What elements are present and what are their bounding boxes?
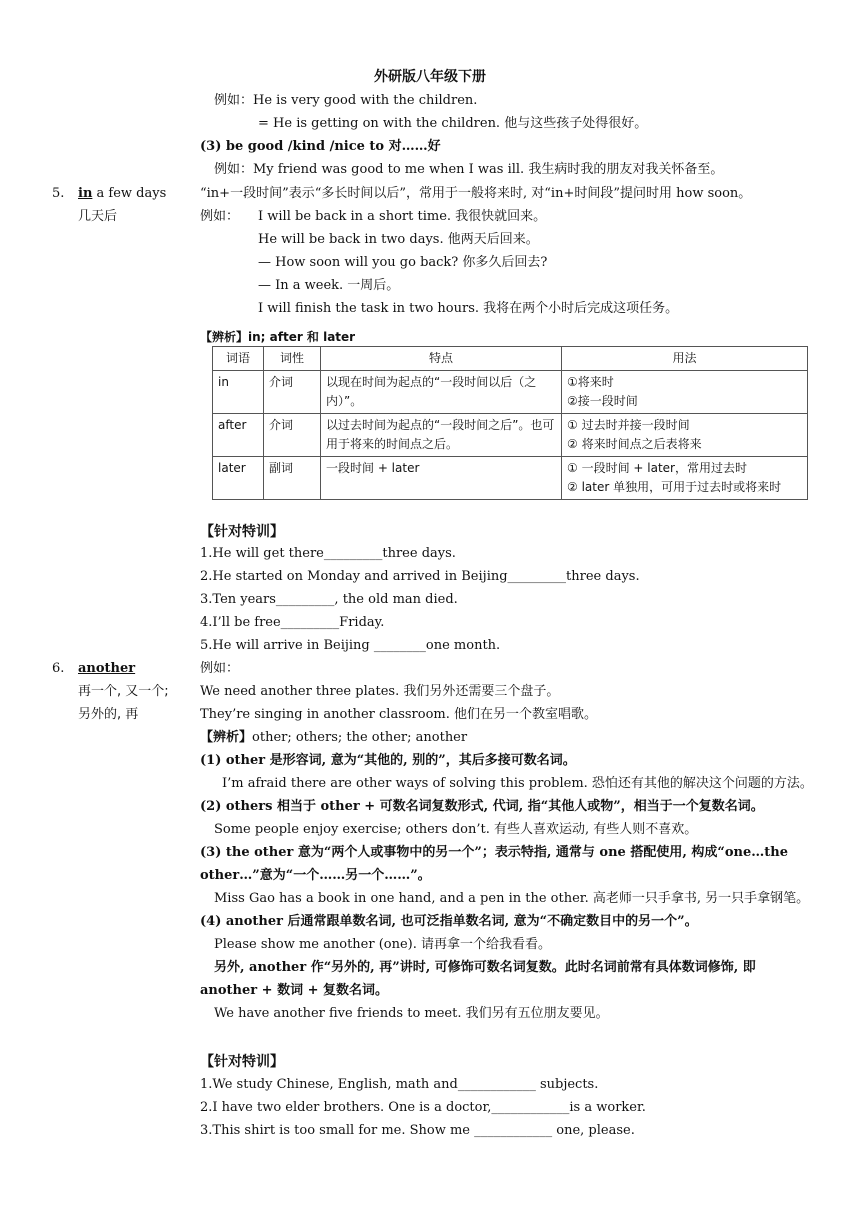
example-label: 例如： <box>200 209 240 224</box>
example-line: 例如：He is very good with the children. <box>214 93 478 108</box>
drill-question: 2.He started on Monday and arrived in Beijing_________three days. <box>200 569 640 584</box>
item-number: 6. <box>52 661 65 676</box>
table-row <box>213 457 808 500</box>
example-line: Some people enjoy exercise; others don’t. 有些人喜欢运动, 有些人则不喜欢。 <box>214 822 698 837</box>
drill-question: 5.He will arrive in Beijing ________one month. <box>200 638 501 653</box>
analysis-point: (4) another 后通常跟单数名词, 也可泛指单数名词, 意为“不确定数目中的另一个”。 <box>200 914 698 929</box>
table-cell: later <box>213 457 264 500</box>
table-cell: 副词 <box>264 457 321 500</box>
analysis-heading <box>200 728 467 748</box>
usage-line: ② later 单独用，可用于过去时或将来时 <box>567 480 782 494</box>
term-keyword: in <box>78 186 93 201</box>
table-cell <box>562 371 808 414</box>
page-title: 外研版八年级下册 <box>374 69 486 85</box>
example-line: We need another three plates. 我们另外还需要三个盘子。 <box>200 684 560 699</box>
drill-question: 1.He will get there_________three days. <box>200 546 456 561</box>
drill-question: 1.We study Chinese, English, math and____________ subjects. <box>200 1077 599 1092</box>
table-cell: after <box>213 414 264 457</box>
table-caption: 【辨析】in; after 和 later <box>200 330 356 344</box>
analysis-point: (2) others 相当于 other + 可数名词复数形式, 代词, 指“其他人或物”，相当于一个复数名词。 <box>200 799 764 814</box>
drill-title: 【针对特训】 <box>200 524 284 540</box>
analysis-point: 另外, another 作“另外的, 再”讲时, 可修饰可数名词复数。此时名词前常有具体数词修饰, 即 <box>214 960 756 975</box>
table-cell <box>562 414 808 457</box>
usage-line: ②接一段时间 <box>567 394 638 408</box>
example-line: Miss Gao has a book in one hand, and a pen in the other. 高老师一只手拿书, 另一只手拿钢笔。 <box>214 891 810 906</box>
drill-question: 3.This shirt is too small for me. Show me ____________ one, please. <box>200 1123 635 1138</box>
vocab-term: another <box>78 661 136 676</box>
analysis-point: (1) other 是形容词, 意为“其他的, 别的”，其后多接可数名词。 <box>200 753 576 768</box>
example-line: 例如：My friend was good to me when I was ill. 我生病时我的朋友对我关怀备至。 <box>214 162 724 177</box>
term-description: “in+一段时间”表示“多长时间以后”，常用于一般将来时, 对“in+时间段”提问时用 how soon。 <box>200 186 752 201</box>
table-cell: 以过去时间为起点的“一段时间之后”。也可用于将来的时间点之后。 <box>321 414 562 457</box>
example-line: He will be back in two days. 他两天后回来。 <box>258 232 539 247</box>
analysis-point: (3) the other 意为“两个人或事物中的另一个”；表示特指, 通常与 one 搭配使用, 构成“one…the <box>200 845 789 860</box>
analysis-point: another + 数词 + 复数名词。 <box>200 983 389 998</box>
usage-line: ① 过去时并接一段时间 <box>567 418 690 432</box>
subheading: (3) be good /kind /nice to 对……好 <box>200 139 441 154</box>
vocab-term <box>78 184 166 204</box>
table-header: 词性 <box>264 347 321 371</box>
table-cell: 介词 <box>264 371 321 414</box>
example-line: I will finish the task in two hours. 我将在两个小时后完成这项任务。 <box>258 301 679 316</box>
term-meaning: 几天后 <box>78 209 118 224</box>
table-cell: 以现在时间为起点的“一段时间以后（之内）”。 <box>321 371 562 414</box>
example-line: — How soon will you go back? 你多久后回去? <box>258 255 548 270</box>
example-line: I’m afraid there are other ways of solving this problem. 恐怕还有其他的解决这个问题的方法。 <box>222 776 813 791</box>
table-row <box>213 414 808 457</box>
analysis-words: other; others; the other; another <box>252 730 468 745</box>
table-cell: 介词 <box>264 414 321 457</box>
table-cell: in <box>213 371 264 414</box>
example-line: I will be back in a short time. 我很快就回来。 <box>258 209 547 224</box>
usage-line: ①将来时 <box>567 375 614 389</box>
term-meaning: 再一个, 又一个; <box>78 684 169 699</box>
example-line: — In a week. 一周后。 <box>258 278 400 293</box>
example-line: Please show me another (one). 请再拿一个给我看看。 <box>214 937 552 952</box>
comparison-table <box>212 346 808 500</box>
analysis-label: 【辨析】 <box>200 730 253 745</box>
table-header-row <box>213 347 808 371</box>
analysis-point: other…”意为“一个……另一个……”。 <box>200 868 431 883</box>
example-line: We have another five friends to meet. 我们另有五位朋友要见。 <box>214 1006 609 1021</box>
table-header: 词语 <box>213 347 264 371</box>
table-row <box>213 371 808 414</box>
drill-question: 2.I have two elder brothers. One is a doctor,____________is a worker. <box>200 1100 646 1115</box>
table-header: 特点 <box>321 347 562 371</box>
usage-line: ① 一段时间 + later，常用过去时 <box>567 461 747 475</box>
example-line: They’re singing in another classroom. 他们在另一个教室唱歌。 <box>200 707 598 722</box>
item-number: 5. <box>52 186 65 201</box>
example-line: = He is getting on with the children. 他与这些孩子处得很好。 <box>258 116 648 131</box>
drill-question: 3.Ten years_________, the old man died. <box>200 592 458 607</box>
table-header: 用法 <box>562 347 808 371</box>
drill-question: 4.I’ll be free_________Friday. <box>200 615 385 630</box>
example-label: 例如： <box>200 661 240 676</box>
table-cell: 一段时间 + later <box>321 457 562 500</box>
usage-line: ② 将来时间点之后表将来 <box>567 437 702 451</box>
table-cell <box>562 457 808 500</box>
drill-title: 【针对特训】 <box>200 1054 284 1070</box>
term-meaning: 另外的, 再 <box>78 707 139 722</box>
term-rest: a few days <box>92 186 167 201</box>
